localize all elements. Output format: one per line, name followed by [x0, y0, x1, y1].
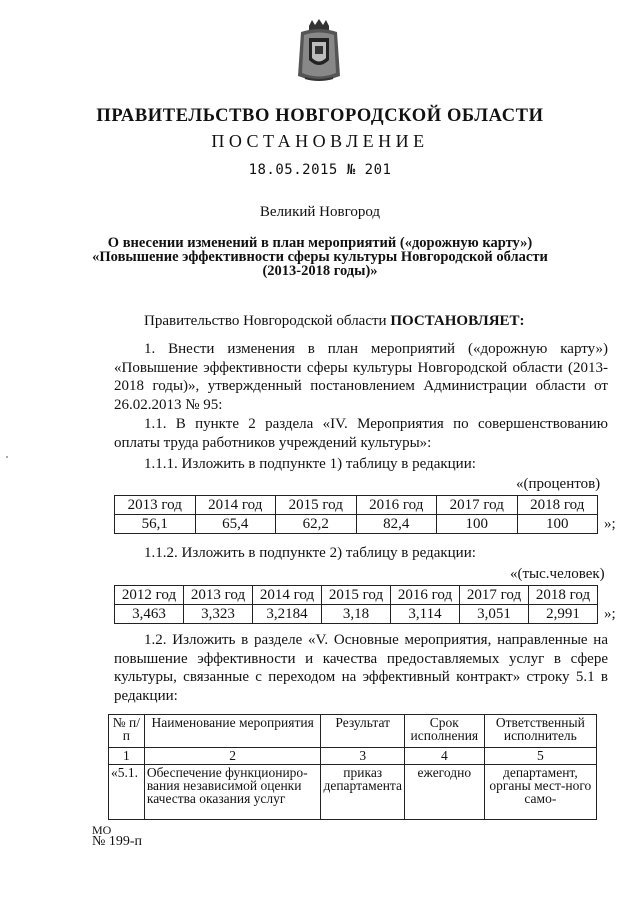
table1-closing: »;: [604, 516, 616, 532]
table1-value: 65,4: [195, 515, 276, 534]
scan-speck: [6, 456, 8, 458]
table1-value: 100: [517, 515, 598, 534]
city: Великий Новгород: [259, 204, 381, 220]
table2-value: 3,051: [460, 605, 529, 624]
subject-line-2: «Повышение эффективности сферы культуры Новгородской области: [92, 249, 548, 265]
government-name: ПРАВИТЕЛЬСТВО НОВГОРОДСКОЙ ОБЛАСТИ: [96, 106, 544, 126]
table3-data-row: [109, 765, 597, 820]
table2-header: 2018 год: [529, 586, 598, 605]
table-activities: [108, 714, 597, 820]
table2-value: 2,991: [529, 605, 598, 624]
table-percent: [114, 495, 598, 534]
subject-line-1: О внесении изменений в план мероприятий («дорожную карту»): [107, 235, 533, 251]
table3-number-row: [109, 748, 597, 765]
table1-header: 2016 год: [356, 496, 437, 515]
table1-header: 2014 год: [195, 496, 276, 515]
table3-col-number: 3: [321, 748, 405, 765]
table1-value: 100: [437, 515, 518, 534]
footer-code: № 199-п: [92, 834, 143, 849]
document-subject: [0, 236, 640, 278]
table3-cell-number: «5.1.: [109, 765, 145, 820]
date-number: 18.05.2015 № 201: [248, 162, 392, 178]
table2-value: 3,2184: [253, 605, 322, 624]
table3-header: № п/п: [109, 715, 145, 748]
table3-col-number: 1: [109, 748, 145, 765]
table3-cell-responsible: департамент, органы мест-ного само-: [484, 765, 596, 820]
table-thousand-people: [114, 585, 598, 624]
table2-header: 2016 год: [391, 586, 460, 605]
intro-text: Правительство Новгородской области: [144, 313, 391, 329]
paragraph-1: 1. Внести изменения в план мероприятий («дорожную карту») «Повышение эффективности сферы культуры Новгородской области (2013-2018 годы)», утвержденный постановлением Администрации области от 26.02.2013 № 95:: [114, 341, 608, 413]
table2-value: 3,18: [322, 605, 391, 624]
table1-header: 2017 год: [437, 496, 518, 515]
table2-value: 3,323: [184, 605, 253, 624]
table3-header: Ответственный исполнитель: [484, 715, 596, 748]
table2-header: 2017 год: [460, 586, 529, 605]
paragraph-1-1: 1.1. В пункте 2 раздела «IV. Мероприятия по совершенствованию оплаты труда работников учреждений культуры»:: [114, 416, 608, 451]
table3-header: Результат: [321, 715, 405, 748]
table3-header: Наименование мероприятия: [144, 715, 321, 748]
table1-header-row: [115, 496, 598, 515]
table2-closing: »;: [604, 606, 616, 622]
table1-header: 2018 год: [517, 496, 598, 515]
table1-value: 82,4: [356, 515, 437, 534]
resolution-intro: [114, 312, 608, 331]
subject-line-3: (2013-2018 годы)»: [262, 263, 378, 279]
footer-code-small: МО: [92, 823, 112, 837]
table2-header: 2015 год: [322, 586, 391, 605]
table1-value: 62,2: [276, 515, 357, 534]
table1-value-row: [115, 515, 598, 534]
table3-cell-result: приказ департамента: [321, 765, 405, 820]
table3-cell-name: Обеспечение функциониро-вания независимой оценки качества оказания услуг: [144, 765, 321, 820]
table2-value: 3,114: [391, 605, 460, 624]
paragraph-1-1-2: 1.1.2. Изложить в подпункте 2) таблицу в редакции:: [144, 545, 476, 561]
table2-header: 2012 год: [115, 586, 184, 605]
table1-header: 2013 год: [115, 496, 196, 515]
document-type: ПОСТАНОВЛЕНИЕ: [211, 131, 429, 151]
table1-unit: «(процентов): [516, 476, 601, 492]
coat-of-arms-emblem: [296, 18, 342, 84]
table3-col-number: 2: [144, 748, 321, 765]
table1-value: 56,1: [115, 515, 196, 534]
table2-header: 2014 год: [253, 586, 322, 605]
table2-value: 3,463: [115, 605, 184, 624]
table3-header: Срок исполнения: [404, 715, 484, 748]
table2-unit: «(тыс.человек): [510, 566, 605, 582]
table3-col-number: 4: [404, 748, 484, 765]
table2-header-row: [115, 586, 598, 605]
paragraph-1-2: 1.2. Изложить в разделе «V. Основные мероприятия, направленные на повышение эффективности и качества предоставляемых услуг в сфере культуры, связанные с переходом на эффективный контракт» строку 5.1 в редакции:: [114, 632, 608, 704]
table2-value-row: [115, 605, 598, 624]
table2-header: 2013 год: [184, 586, 253, 605]
table3-cell-deadline: ежегодно: [404, 765, 484, 820]
paragraph-1-1-1: 1.1.1. Изложить в подпункте 1) таблицу в редакции:: [144, 456, 476, 472]
table3-header-row: [109, 715, 597, 748]
intro-bold: ПОСТАНОВЛЯЕТ:: [390, 313, 525, 329]
table1-header: 2015 год: [276, 496, 357, 515]
table3-col-number: 5: [484, 748, 596, 765]
